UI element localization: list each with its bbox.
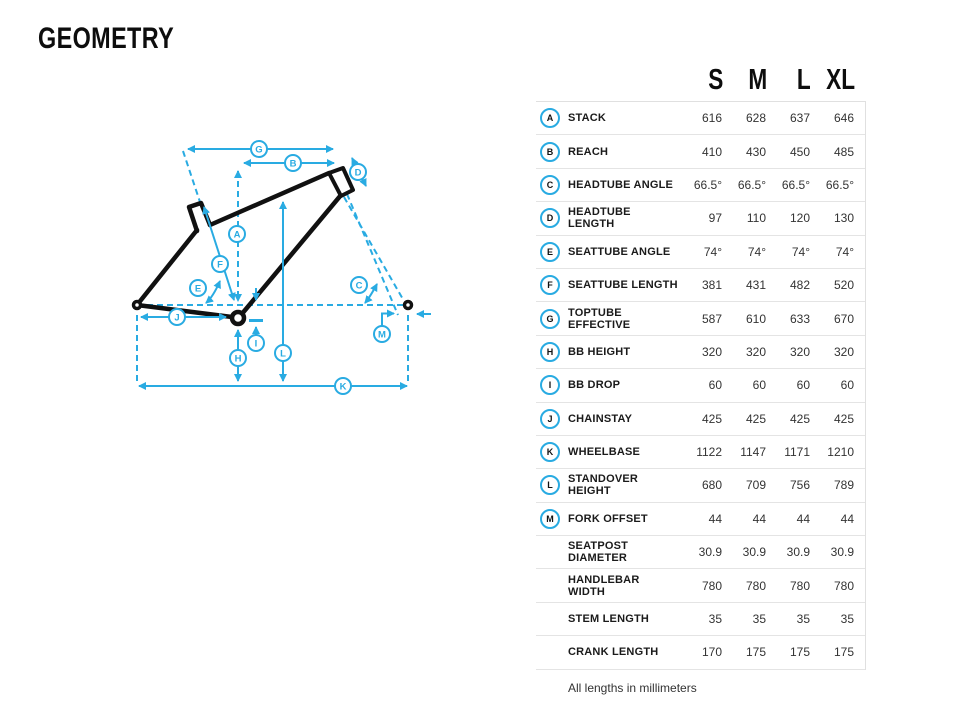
table-row — [536, 336, 865, 369]
svg-text:L: L — [280, 348, 286, 360]
seatstay-tube — [137, 230, 197, 305]
value-l: 66.5° — [781, 177, 810, 192]
value-xl: 74° — [835, 244, 854, 259]
frame-outline — [134, 168, 412, 324]
value-s: 74° — [703, 244, 722, 259]
row-label: SEATTUBE ANGLE — [568, 245, 671, 258]
value-l: 482 — [789, 278, 810, 293]
size-column-header-l: L — [797, 64, 811, 96]
value-l: 44 — [796, 511, 810, 526]
row-label: SEATTUBE LENGTH — [568, 279, 678, 292]
table-row — [536, 569, 865, 602]
value-m: 430 — [745, 144, 766, 159]
table-row — [536, 102, 865, 135]
table-row — [536, 369, 865, 402]
row-letter-badge: C — [540, 175, 560, 195]
value-m: 431 — [745, 278, 766, 293]
row-letter-badge: A — [540, 108, 560, 128]
value-s: 680 — [701, 478, 722, 493]
table-row — [536, 202, 865, 235]
value-l: 120 — [789, 211, 810, 226]
rear-axle — [134, 302, 141, 309]
svg-text:H: H — [234, 353, 242, 365]
row-label: BB DROP — [568, 379, 621, 392]
row-label: HEADTUBE LENGTH — [568, 206, 631, 231]
svg-text:G: G — [255, 144, 263, 156]
table-row — [536, 503, 865, 536]
value-l: 1171 — [784, 445, 810, 460]
table-row — [536, 436, 865, 469]
row-badge-cell — [536, 342, 568, 362]
value-xl: 789 — [833, 478, 854, 493]
value-m: 44 — [752, 511, 766, 526]
steering-axis-line — [347, 194, 398, 315]
bottom-bracket — [232, 312, 244, 324]
value-xl: 780 — [833, 578, 854, 593]
value-m: 780 — [745, 578, 766, 593]
row-label: STACK — [568, 112, 607, 125]
svg-text:J: J — [174, 312, 180, 324]
svg-text:D: D — [354, 167, 362, 179]
row-letter-badge: I — [540, 375, 560, 395]
row-badge-cell — [536, 542, 568, 562]
value-s: 30.9 — [698, 545, 722, 560]
value-xl: 520 — [833, 278, 854, 293]
svg-text:K: K — [339, 381, 347, 393]
value-s: 170 — [701, 645, 722, 660]
value-s: 44 — [708, 511, 722, 526]
value-l: 320 — [789, 344, 810, 359]
row-badge-cell — [536, 409, 568, 429]
row-letter-badge: H — [540, 342, 560, 362]
table-row — [536, 169, 865, 202]
diagram-label-k — [335, 378, 351, 394]
seattube-axis-line — [183, 151, 202, 208]
value-l: 35 — [796, 612, 810, 627]
diagram-label-m — [374, 326, 390, 342]
seattube-angle-arrow — [206, 281, 220, 303]
row-badge-cell — [536, 509, 568, 529]
page-title: GEOMETRY — [38, 22, 175, 55]
value-xl: 320 — [833, 344, 854, 359]
value-xl: 130 — [833, 211, 854, 226]
value-m: 60 — [752, 378, 766, 393]
value-m: 110 — [746, 211, 766, 226]
diagram-label-b — [285, 155, 301, 171]
row-label: CHAINSTAY — [568, 412, 633, 425]
diagram-label-a — [229, 226, 245, 242]
row-label: STEM LENGTH — [568, 613, 650, 626]
value-xl: 44 — [840, 511, 854, 526]
units-note: All lengths in millimeters — [568, 680, 697, 695]
value-xl: 66.5° — [825, 177, 854, 192]
value-xl: 60 — [840, 378, 854, 393]
value-m: 709 — [745, 478, 766, 493]
svg-text:A: A — [233, 229, 241, 241]
table-row — [536, 469, 865, 502]
row-badge-cell — [536, 108, 568, 128]
value-l: 756 — [789, 478, 810, 493]
table-row — [536, 236, 865, 269]
diagram-label-g — [251, 141, 267, 157]
value-s: 320 — [701, 344, 722, 359]
row-letter-badge: B — [540, 142, 560, 162]
svg-text:B: B — [289, 158, 297, 170]
svg-text:I: I — [254, 338, 258, 350]
row-letter-badge: J — [540, 409, 560, 429]
value-xl: 1210 — [827, 445, 854, 460]
value-l: 30.9 — [786, 545, 810, 560]
bike-geometry-diagram — [100, 138, 445, 400]
top-tube — [210, 173, 329, 225]
row-label: HEADTUBE ANGLE — [568, 178, 674, 191]
value-s: 66.5° — [693, 177, 722, 192]
value-s: 780 — [701, 578, 722, 593]
value-s: 410 — [701, 144, 722, 159]
value-m: 610 — [745, 311, 766, 326]
table-row — [536, 269, 865, 302]
row-letter-badge: K — [540, 442, 560, 462]
table-row — [536, 302, 865, 335]
value-l: 425 — [789, 411, 810, 426]
row-label: FORK OFFSET — [568, 512, 648, 525]
row-label: SEATPOST DIAMETER — [568, 540, 629, 565]
row-badge-cell — [536, 242, 568, 262]
row-label: BB HEIGHT — [568, 345, 631, 358]
row-badge-cell — [536, 609, 568, 629]
value-l: 780 — [789, 578, 810, 593]
table-row — [536, 636, 865, 669]
table-row — [536, 603, 865, 636]
row-letter-badge: G — [540, 309, 560, 329]
value-m: 425 — [745, 411, 766, 426]
diagram-label-i — [248, 335, 264, 351]
row-label: WHEELBASE — [568, 446, 641, 459]
row-badge-cell — [536, 175, 568, 195]
diagram-label-j — [169, 309, 185, 325]
row-letter-badge: L — [540, 475, 560, 495]
row-letter-badge: E — [540, 242, 560, 262]
value-m: 320 — [745, 344, 766, 359]
table-rows — [536, 102, 866, 670]
row-badge-cell — [536, 309, 568, 329]
row-badge-cell — [536, 142, 568, 162]
value-xl: 670 — [833, 311, 854, 326]
diagram-label-d — [350, 164, 366, 180]
value-s: 60 — [708, 378, 722, 393]
row-letter-badge: M — [540, 509, 560, 529]
value-xl: 35 — [840, 612, 854, 627]
row-badge-cell — [536, 475, 568, 495]
value-l: 74° — [791, 244, 810, 259]
row-label: HANDLEBAR WIDTH — [568, 573, 640, 598]
svg-text:M: M — [378, 329, 386, 341]
value-m: 1147 — [740, 445, 766, 460]
value-xl: 646 — [833, 111, 854, 126]
diagram-label-h — [230, 350, 246, 366]
row-label: TOPTUBE EFFECTIVE — [568, 306, 631, 331]
value-xl: 485 — [833, 144, 854, 159]
value-s: 97 — [708, 211, 722, 226]
size-column-header-xl: XL — [826, 64, 855, 96]
row-badge-cell — [536, 275, 568, 295]
front-axle — [405, 302, 412, 309]
value-s: 587 — [701, 311, 722, 326]
row-label: CRANK LENGTH — [568, 646, 659, 659]
size-column-header-s: S — [707, 64, 723, 96]
value-m: 35 — [752, 612, 766, 627]
value-s: 1122 — [696, 445, 722, 460]
table-row — [536, 536, 865, 569]
row-badge-cell — [536, 208, 568, 228]
row-badge-cell — [536, 576, 568, 596]
row-badge-cell — [536, 442, 568, 462]
geometry-table — [536, 60, 866, 695]
value-s: 35 — [708, 612, 722, 627]
value-m: 66.5° — [737, 177, 766, 192]
value-xl: 30.9 — [830, 545, 854, 560]
svg-text:E: E — [194, 283, 202, 295]
table-row — [536, 403, 865, 436]
row-badge-cell — [536, 642, 568, 662]
value-m: 175 — [745, 645, 766, 660]
value-l: 450 — [789, 144, 810, 159]
value-s: 381 — [701, 278, 722, 293]
value-s: 616 — [701, 111, 722, 126]
table-row — [536, 135, 865, 168]
row-badge-cell — [536, 375, 568, 395]
construction-lines — [137, 151, 412, 383]
value-xl: 175 — [833, 645, 854, 660]
value-l: 637 — [789, 111, 810, 126]
value-xl: 425 — [833, 411, 854, 426]
value-m: 30.9 — [742, 545, 766, 560]
diagram-label-f — [212, 256, 228, 272]
row-label: REACH — [568, 145, 609, 158]
value-l: 175 — [789, 645, 810, 660]
row-letter-badge: F — [540, 275, 560, 295]
row-label: STANDOVER HEIGHT — [568, 473, 639, 498]
value-l: 60 — [796, 378, 810, 393]
size-header-row — [536, 60, 866, 102]
svg-text:C: C — [355, 280, 363, 292]
diagram-label-e — [190, 280, 206, 296]
fork-offset-bracket-arrow — [382, 314, 394, 327]
value-l: 633 — [789, 311, 810, 326]
row-letter-badge: D — [540, 208, 560, 228]
size-column-header-m: M — [748, 64, 767, 96]
diagram-label-c — [351, 277, 367, 293]
value-m: 74° — [747, 244, 766, 259]
svg-text:F: F — [217, 259, 223, 271]
value-s: 425 — [701, 411, 722, 426]
diagram-label-l — [275, 345, 291, 361]
value-m: 628 — [745, 111, 766, 126]
